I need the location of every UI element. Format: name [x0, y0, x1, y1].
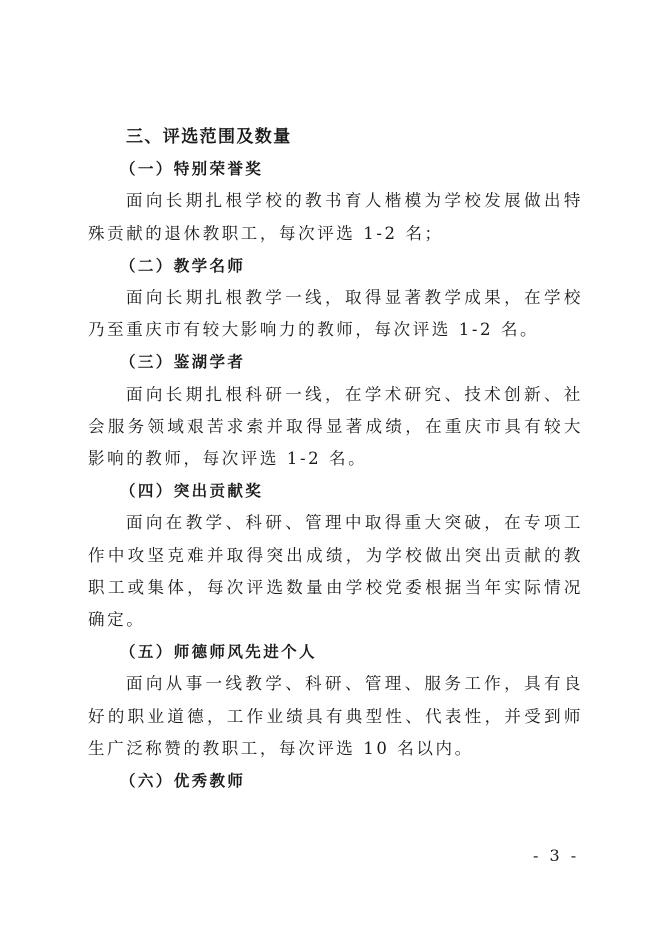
- paragraph-special-honor: 面向长期扎根学校的教书育人楷模为学校发展做出特殊贡献的退休教职工，每次评选 1-2 名；: [88, 191, 583, 243]
- subsection-heading-teaching-master: （二）教学名师: [120, 256, 246, 275]
- section-title: 三、评选范围及数量: [126, 127, 292, 147]
- paragraph-outstanding-contribution: 面向在教学、科研、管理中取得重大突破，在专项工作中攻坚克难并取得突出成绩，为学校做出突出贡献的教职工或集体，每次评选数量由学校党委根据当年实际情况确定。: [88, 513, 583, 630]
- page-number: - 3 -: [533, 846, 580, 865]
- document-body: [88, 121, 583, 797]
- paragraph-ethics-advanced: 面向从事一线教学、科研、管理、服务工作，具有良好的职业道德，工作业绩具有典型性、代表性，并受到师生广泛称赞的教职工，每次评选 10 名以内。: [88, 674, 583, 758]
- paragraph-jianhu-scholar: 面向长期扎根科研一线，在学术研究、技术创新、社会服务领域艰苦求索并取得显著成绩，在重庆市具有较大影响的教师，每次评选 1-2 名。: [88, 384, 583, 469]
- subsection-heading-excellent-teacher: （六）优秀教师: [120, 772, 246, 791]
- subsection-heading-special-honor: （一）特别荣誉奖: [120, 160, 264, 179]
- subsection-heading-ethics-advanced: （五）师德师风先进个人: [120, 643, 317, 662]
- paragraph-teaching-master: 面向长期扎根教学一线，取得显著教学成果，在学校乃至重庆市有较大影响力的教师，每次评选 1-2 名。: [88, 288, 583, 340]
- subsection-heading-outstanding-contribution: （四）突出贡献奖: [120, 482, 264, 501]
- subsection-heading-jianhu-scholar: （三）鉴湖学者: [120, 353, 246, 372]
